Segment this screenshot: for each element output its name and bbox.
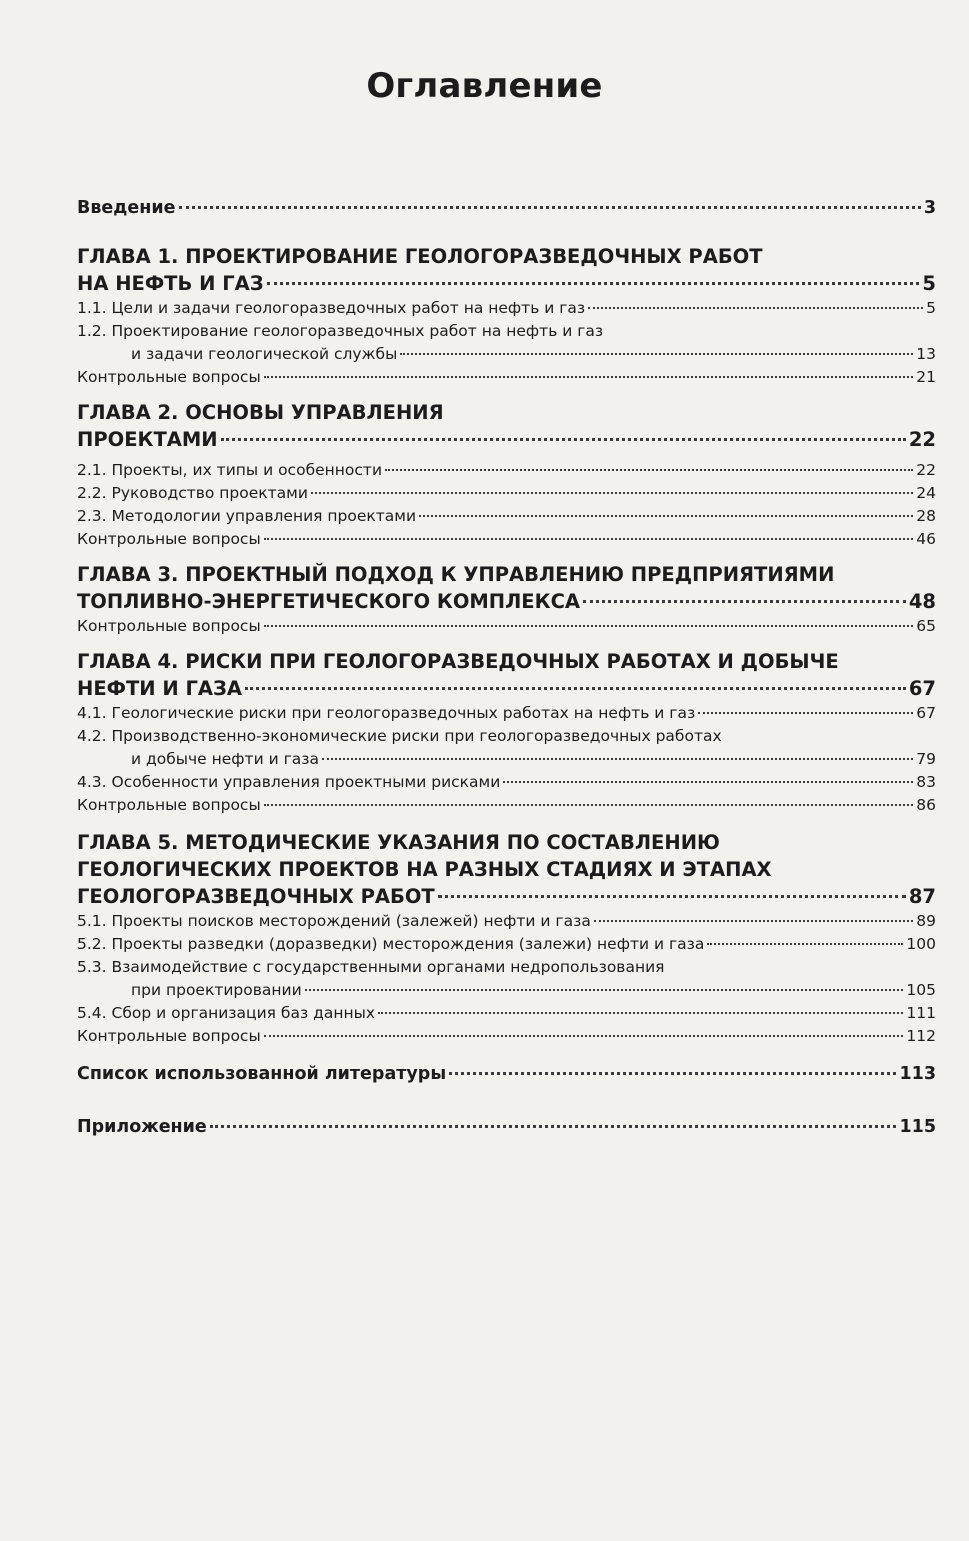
entry-title: 1.2. Проектирование геологоразведочных работ на нефть и газ xyxy=(77,322,604,340)
page-number: 13 xyxy=(916,345,936,363)
dot-leader xyxy=(245,687,906,690)
entry-title: при проектировании xyxy=(131,981,302,999)
toc-entry-4-2[interactable] xyxy=(77,748,936,771)
dot-leader xyxy=(594,920,913,922)
entry-title: 2.2. Руководство проектами xyxy=(77,484,308,502)
toc-entry-5-2[interactable] xyxy=(77,933,936,956)
dot-leader xyxy=(311,492,913,494)
entry-title: НЕФТИ И ГАЗА xyxy=(77,677,242,700)
page-number: 67 xyxy=(916,704,936,722)
chapter-2-title-line1[interactable]: ГЛАВА 2. ОСНОВЫ УПРАВЛЕНИЯ xyxy=(77,401,444,424)
toc-entry-5-1[interactable] xyxy=(77,910,936,933)
toc-entry-5-questions[interactable] xyxy=(77,1025,936,1048)
dot-leader xyxy=(385,469,913,471)
dot-leader xyxy=(210,1125,897,1128)
toc-entry-appendix[interactable] xyxy=(77,1115,936,1140)
toc-entry-chapter-3[interactable] xyxy=(77,588,936,615)
dot-leader xyxy=(707,943,903,945)
page-number: 22 xyxy=(908,428,936,451)
page-number: 5 xyxy=(922,272,936,295)
entry-title: 5.4. Сбор и организация баз данных xyxy=(77,1004,376,1022)
page-number: 79 xyxy=(916,750,936,768)
entry-title: 2.3. Методологии управления проектами xyxy=(77,507,417,525)
toc-entry-4-1[interactable] xyxy=(77,702,936,725)
page-number: 65 xyxy=(916,617,936,635)
toc-entry-5-3[interactable] xyxy=(77,979,936,1002)
entry-title: Контрольные вопросы xyxy=(77,530,261,548)
entry-title: ПРОЕКТАМИ xyxy=(77,428,218,451)
chapter-5-title-line1[interactable]: ГЛАВА 5. МЕТОДИЧЕСКИЕ УКАЗАНИЯ ПО СОСТАВЛЕНИЮ xyxy=(77,831,720,854)
toc-entry-2-questions[interactable] xyxy=(77,528,936,551)
page-number: 89 xyxy=(916,912,936,930)
entry-title: 4.2. Производственно-экономические риски при геологоразведочных работах xyxy=(77,727,722,745)
toc-entry-chapter-5[interactable] xyxy=(77,883,936,910)
page-number: 21 xyxy=(916,368,936,386)
toc-entry-chapter-4[interactable] xyxy=(77,675,936,702)
dot-leader xyxy=(267,282,920,285)
toc-entry-2-3[interactable] xyxy=(77,505,936,528)
toc-entry-1-2[interactable] xyxy=(77,343,936,366)
entry-title: 5.2. Проекты разведки (доразведки) месторождения (залежи) нефти и газа xyxy=(77,935,705,953)
entry-title: 2.1. Проекты, их типы и особенности xyxy=(77,461,383,479)
toc-entry-1-1[interactable] xyxy=(77,297,936,320)
page-number: 115 xyxy=(899,1117,936,1137)
entry-title: и добыче нефти и газа xyxy=(131,750,319,768)
page-number: 86 xyxy=(916,796,936,814)
entry-title: 5.3. Взаимодействие с государственными органами недропользования xyxy=(77,958,665,976)
entry-title: 4.3. Особенности управления проектными рисками xyxy=(77,773,501,791)
page-number: 112 xyxy=(906,1027,936,1045)
chapter-1-title-line1[interactable]: ГЛАВА 1. ПРОЕКТИРОВАНИЕ ГЕОЛОГОРАЗВЕДОЧНЫХ РАБОТ xyxy=(77,245,763,268)
toc-entry-1-questions[interactable] xyxy=(77,366,936,389)
entry-title: Контрольные вопросы xyxy=(77,617,261,635)
dot-leader xyxy=(698,712,913,714)
dot-leader xyxy=(449,1072,896,1075)
entry-title: Введение xyxy=(77,198,176,218)
toc-entry-4-2-line1[interactable] xyxy=(77,725,936,748)
entry-title: Контрольные вопросы xyxy=(77,796,261,814)
page-number: 3 xyxy=(923,198,936,218)
page-number: 28 xyxy=(916,507,936,525)
entry-title: Контрольные вопросы xyxy=(77,368,261,386)
dot-leader xyxy=(264,804,914,806)
dot-leader xyxy=(588,307,923,309)
entry-title: 1.1. Цели и задачи геологоразведочных работ на нефть и газ xyxy=(77,299,586,317)
chapter-4-title-line1[interactable]: ГЛАВА 4. РИСКИ ПРИ ГЕОЛОГОРАЗВЕДОЧНЫХ РАБОТАХ И ДОБЫЧЕ xyxy=(77,650,839,673)
page-number: 83 xyxy=(916,773,936,791)
page-number: 24 xyxy=(916,484,936,502)
dot-leader xyxy=(305,989,904,991)
dot-leader xyxy=(419,515,913,517)
dot-leader xyxy=(264,538,914,540)
page-number: 113 xyxy=(899,1064,936,1084)
table-of-contents xyxy=(77,196,936,1140)
dot-leader xyxy=(264,1035,904,1037)
toc-entry-2-1[interactable] xyxy=(77,459,936,482)
dot-leader xyxy=(503,781,913,783)
chapter-3-title-line1[interactable]: ГЛАВА 3. ПРОЕКТНЫЙ ПОДХОД К УПРАВЛЕНИЮ ПРЕДПРИЯТИЯМИ xyxy=(77,563,835,586)
page-number: 67 xyxy=(908,677,936,700)
toc-entry-4-questions[interactable] xyxy=(77,794,936,817)
dot-leader xyxy=(264,376,914,378)
entry-title: ТОПЛИВНО-ЭНЕРГЕТИЧЕСКОГО КОМПЛЕКСА xyxy=(77,590,580,613)
toc-entry-references[interactable] xyxy=(77,1062,936,1087)
toc-entry-5-4[interactable] xyxy=(77,1002,936,1025)
page-number: 111 xyxy=(906,1004,936,1022)
entry-title: ГЕОЛОГОРАЗВЕДОЧНЫХ РАБОТ xyxy=(77,885,435,908)
entry-title: Список использованной литературы xyxy=(77,1064,447,1084)
page-number: 5 xyxy=(926,299,936,317)
toc-entry-chapter-1[interactable] xyxy=(77,270,936,297)
entry-title: Контрольные вопросы xyxy=(77,1027,261,1045)
toc-entry-chapter-2[interactable] xyxy=(77,426,936,453)
dot-leader xyxy=(378,1012,903,1014)
entry-title: 5.1. Проекты поисков месторождений (залежей) нефти и газа xyxy=(77,912,591,930)
toc-entry-1-2-line1[interactable] xyxy=(77,320,936,343)
dot-leader xyxy=(400,353,913,355)
page-number: 105 xyxy=(906,981,936,999)
chapter-5-title-line2[interactable]: ГЕОЛОГИЧЕСКИХ ПРОЕКТОВ НА РАЗНЫХ СТАДИЯХ И ЭТАПАХ xyxy=(77,858,772,881)
toc-entry-3-questions[interactable] xyxy=(77,615,936,638)
toc-entry-2-2[interactable] xyxy=(77,482,936,505)
dot-leader xyxy=(179,206,921,209)
toc-entry-5-3-line1[interactable] xyxy=(77,956,936,979)
page-number: 100 xyxy=(906,935,936,953)
dot-leader xyxy=(438,895,906,898)
entry-title: НА НЕФТЬ И ГАЗ xyxy=(77,272,264,295)
page-number: 22 xyxy=(916,461,936,479)
dot-leader xyxy=(264,625,914,627)
toc-entry-4-3[interactable] xyxy=(77,771,936,794)
entry-title: Приложение xyxy=(77,1117,207,1137)
dot-leader xyxy=(221,438,906,441)
toc-entry-intro[interactable] xyxy=(77,196,936,221)
page-number: 87 xyxy=(908,885,936,908)
entry-title: 4.1. Геологические риски при геологоразведочных работах на нефть и газ xyxy=(77,704,696,722)
page-title: Оглавление xyxy=(366,66,603,106)
dot-leader xyxy=(322,758,913,760)
page-number: 46 xyxy=(916,530,936,548)
dot-leader xyxy=(583,600,906,603)
page-number: 48 xyxy=(908,590,936,613)
entry-title: и задачи геологической службы xyxy=(131,345,398,363)
